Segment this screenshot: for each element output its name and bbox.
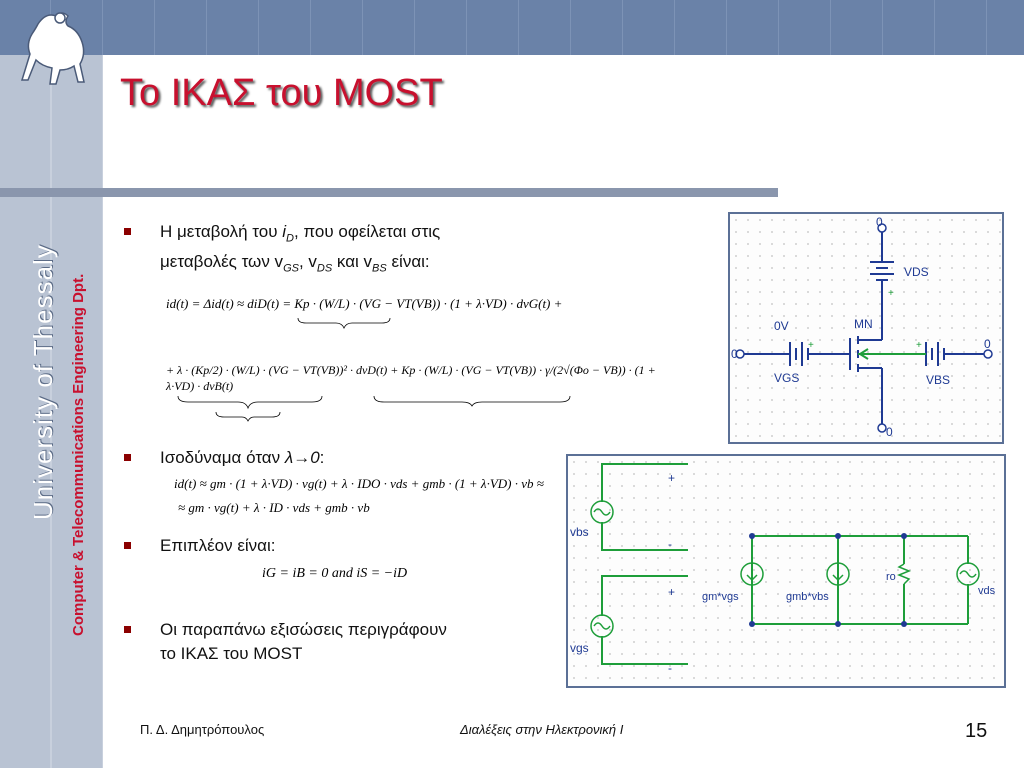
label-node-0-bottom: 0	[886, 425, 893, 439]
label-vgs: vgs	[570, 641, 589, 655]
equation-1-line-2: + λ · (Kp/2) · (W/L) · (VG − VT(VB))² · dvD(t) + Kp · (W/L) · (VG − VT(VB)) · γ/(2√(Φo − VB)) · (1 + λ·VD) · dvB(t)	[166, 363, 656, 393]
bullet-marker	[122, 624, 134, 636]
small-signal-model	[566, 454, 1006, 688]
gmb-brace	[372, 394, 572, 408]
label-gmb-vbs: gmb*vbs	[786, 591, 829, 603]
sidebar-department: Computer & Telecommunications Engineering Dpt.	[70, 273, 87, 636]
equation-1-line-1: id(t) = Δid(t) ≈ diD(t) = Kp · (W/L) · (VG − VT(VB)) · (1 + λ·VD) · dvG(t) +	[166, 296, 563, 311]
bullet-1-text: Η μεταβολή του $i_D$, που οφείλεται στις μεταβολές των $v_{GS}$, $v_{DS}$ και $v_{BS}$ είναι:	[160, 222, 441, 275]
bullet-3-text: Επιπλέον είναι:	[160, 536, 276, 555]
top-band	[0, 0, 1024, 55]
sidebar-university-title: University of Thessaly	[28, 244, 58, 520]
equation-3: iG = iB = 0 and iS = −iD	[262, 566, 408, 581]
bullet-4-text: Οι παραπάνω εξισώσεις περιγράφουν το ΙΚΑΣ του MOST	[160, 620, 447, 663]
university-logo	[8, 4, 96, 92]
label-vds: vds	[978, 585, 996, 597]
label-vds-source: VDS	[904, 265, 929, 279]
header-separator	[0, 188, 778, 197]
label-minus-2: -	[668, 661, 672, 675]
footer-course: Διαλέξεις στην Ηλεκτρονική Ι	[460, 722, 624, 737]
bullet-marker	[122, 452, 134, 464]
label-plus-2: +	[668, 585, 676, 599]
equation-2-line-1: id(t) ≈ gm · (1 + λ·VD) · vg(t) + λ · IDO · vds + gmb · (1 + λ·VD) · vb ≈	[174, 476, 544, 491]
ido-brace	[176, 394, 326, 424]
bullet-2-text: Ισοδύναμα όταν λ→0:	[160, 448, 325, 467]
svg-text:+: +	[916, 340, 922, 351]
bullet-marker	[122, 226, 134, 238]
label-minus-1: -	[668, 537, 672, 551]
svg-text:+: +	[888, 288, 894, 299]
svg-text:+: +	[808, 340, 814, 351]
label-gm-vgs: gm*vgs	[702, 591, 739, 603]
label-node-0-left: 0	[731, 347, 738, 361]
label-vgs-source: VGS	[774, 371, 800, 385]
bullet-marker	[122, 540, 134, 552]
slide-title: Το ΙΚΑΣ του MOST	[120, 72, 443, 114]
label-0v: 0V	[774, 319, 789, 333]
label-vbs: vbs	[570, 525, 589, 539]
label-vbs-source: VBS	[926, 373, 951, 387]
mos-bias-schematic	[728, 212, 1004, 444]
gm-brace	[296, 316, 396, 330]
equation-2-line-2: ≈ gm · vg(t) + λ · ID · vds + gmb · vb	[178, 500, 370, 515]
label-mn: MN	[854, 317, 873, 331]
footer-author: Π. Δ. Δημητρόπουλος	[140, 722, 265, 737]
label-ro: ro	[886, 571, 896, 583]
page-number: 15	[965, 720, 988, 742]
label-node-0-top: 0	[876, 215, 883, 229]
label-node-0-right: 0	[984, 337, 991, 351]
label-plus-1: +	[668, 471, 676, 485]
